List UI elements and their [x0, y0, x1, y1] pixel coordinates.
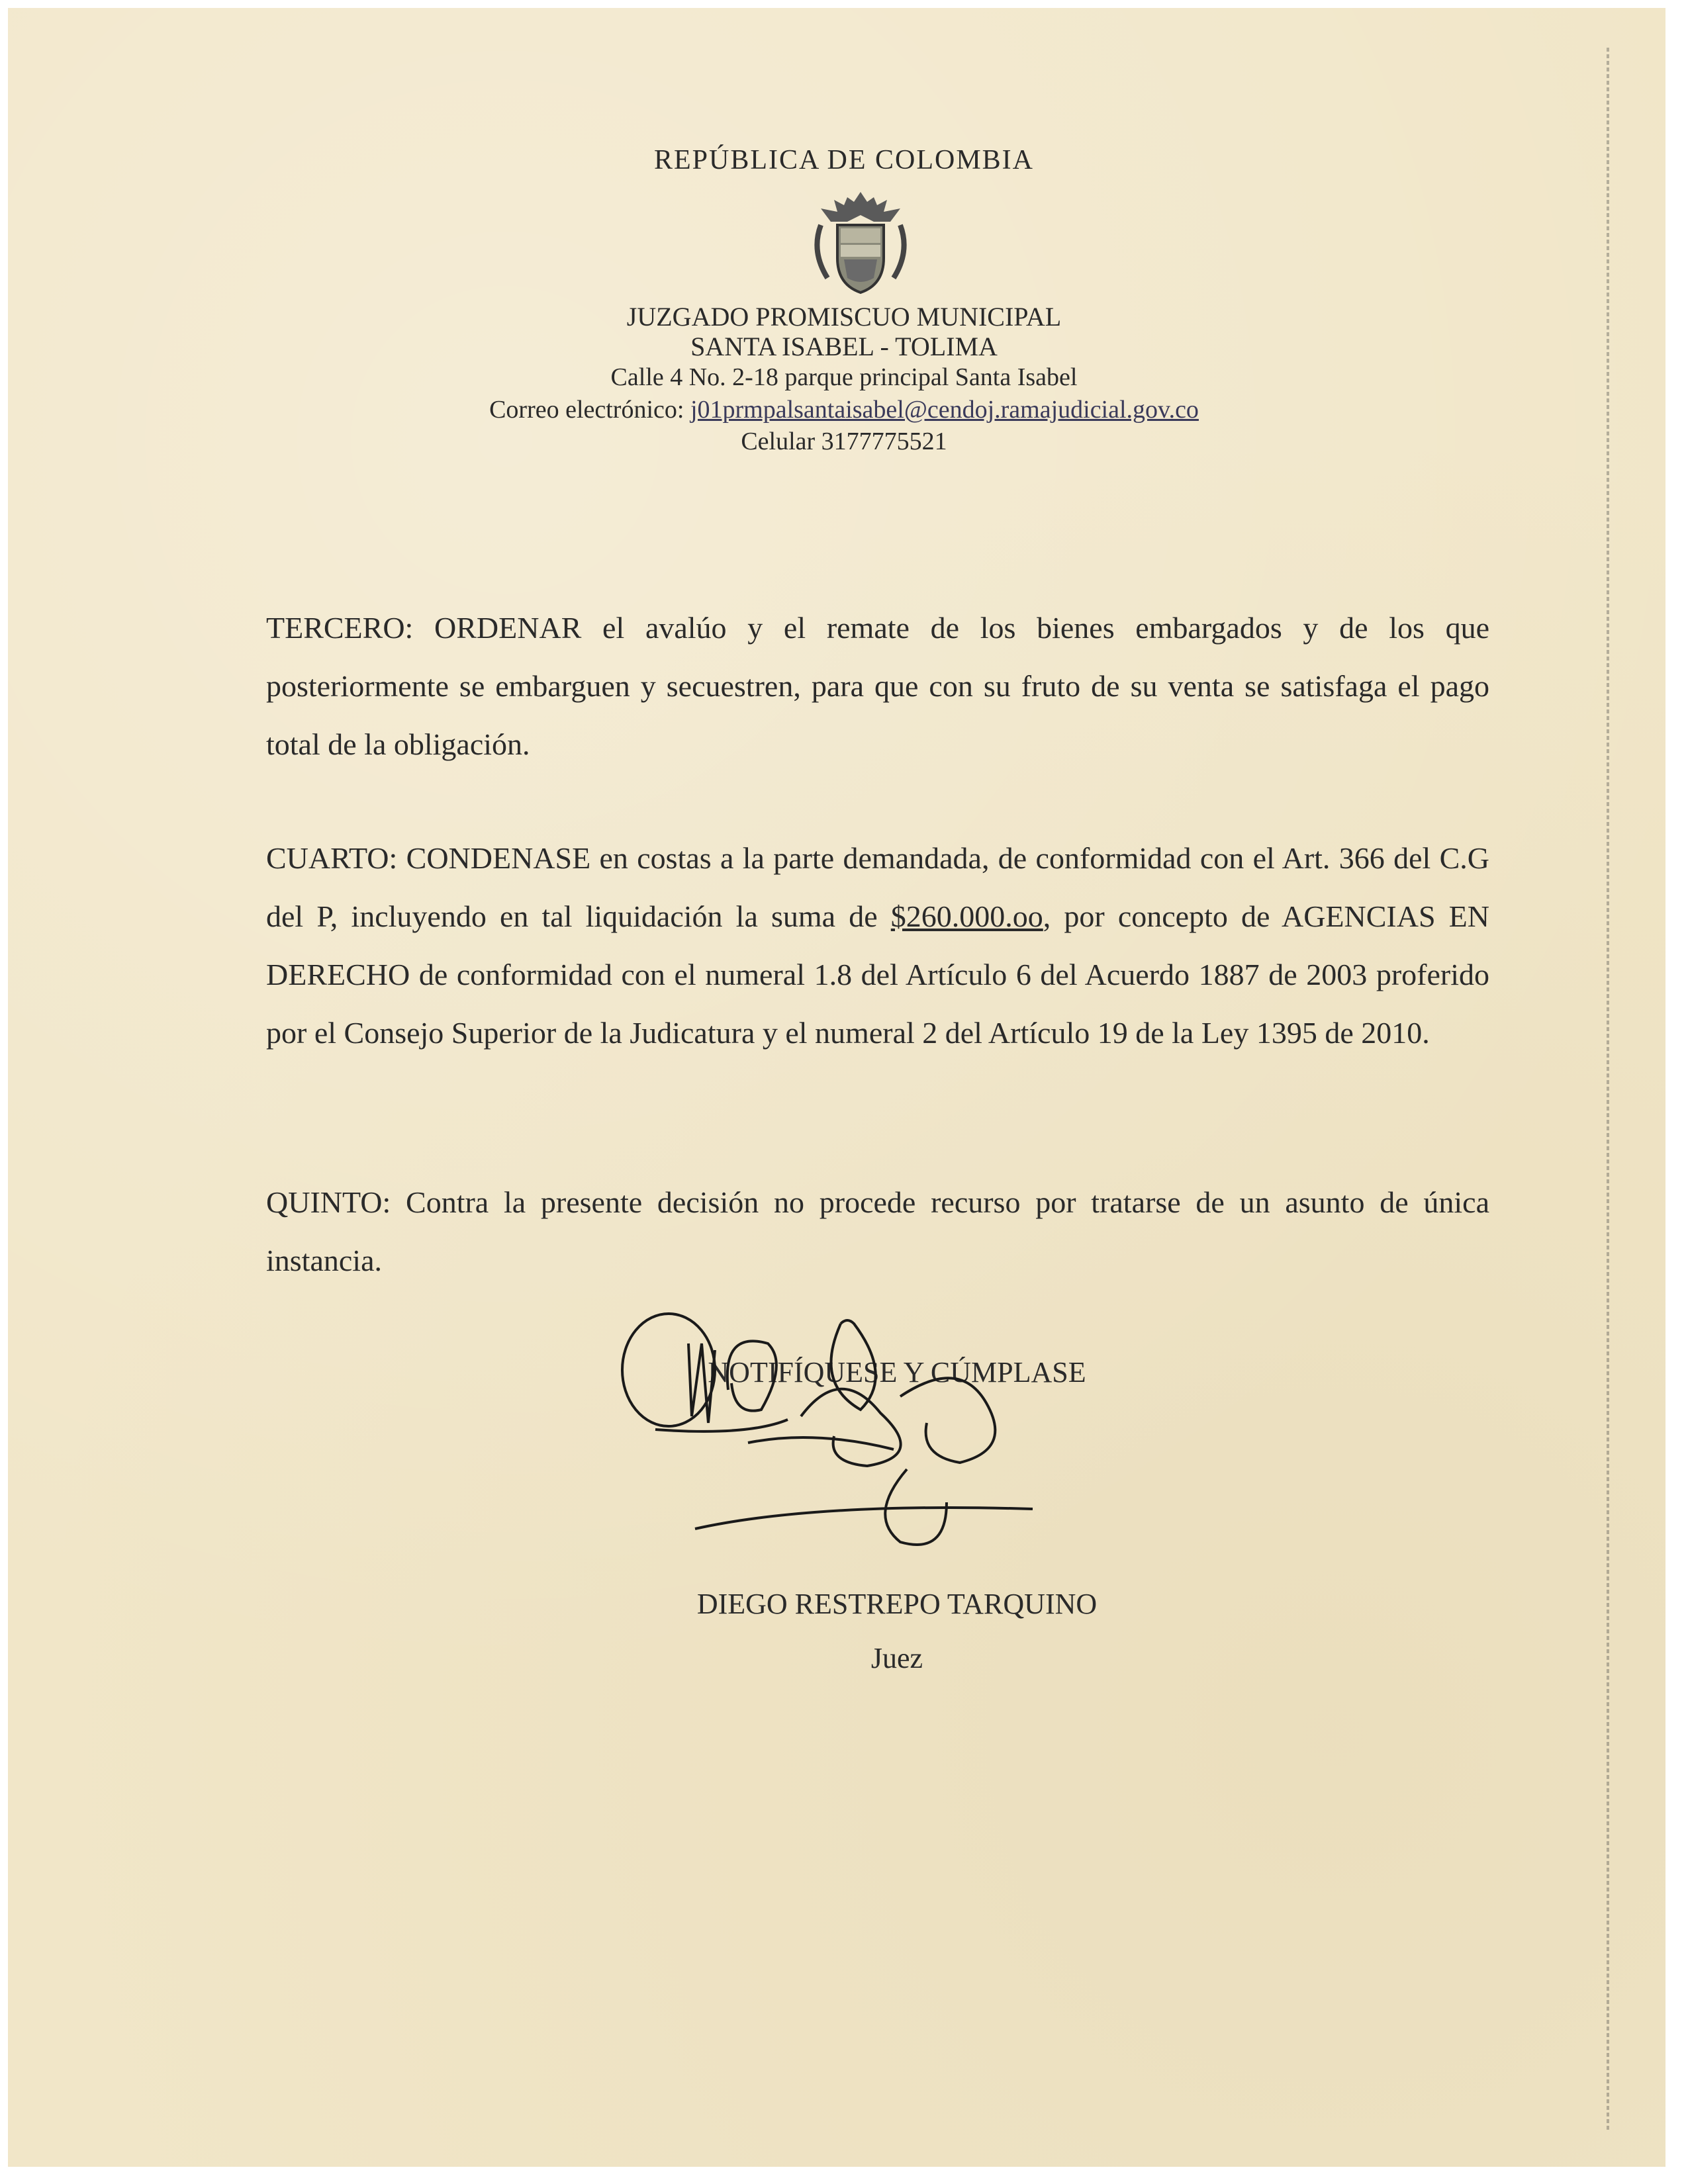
email-line [0, 395, 1688, 424]
email-link[interactable]: j01prmpalsantaisabel@cendoj.ramajudicial.gov.co [690, 396, 1199, 424]
cuarto-text-end: , por concepto de AGENCIAS EN DERECHO de conformidad con el numeral 1.8 del Artículo 6 del Acuerdo 1887 de 2003 proferido por el Consejo Superior de la Judicatura y el numeral 2 del Artículo 19 de la Ley 1395 de 2010. [266, 899, 1489, 1050]
cuarto-amount: $260.000.oo [890, 899, 1043, 933]
notify-line: NOTIFÍQUESE Y CÚMPLASE [708, 1356, 1086, 1388]
judge-name: DIEGO RESTREPO TARQUINO [696, 1588, 1098, 1620]
cuarto-text-start: CUARTO: CONDENASE en costas a la parte demandada, de conformidad con el Art. 366 del C.G del P, incluyendo en tal liquidación la suma de [266, 841, 1489, 933]
colombia-coat-of-arms-icon [808, 185, 914, 298]
paragraph-tercero: TERCERO: ORDENAR el avalúo y el remate de los bienes embargados y de los que posteriormente se embarguen y secuestren, para que con su fruto de su venta se satisfaga el pago total de la obligación. [266, 611, 1489, 761]
country-heading: REPÚBLICA DE COLOMBIA [653, 145, 1035, 175]
court-city: SANTA ISABEL - TOLIMA [690, 332, 998, 361]
paragraph-quinto: QUINTO: Contra la presente decisión no procede recurso por tratarse de un asunto de única instancia. [266, 1185, 1489, 1277]
court-address: Calle 4 No. 2-18 parque principal Santa Isabel [610, 363, 1078, 391]
court-name: JUZGADO PROMISCUO MUNICIPAL [626, 302, 1062, 332]
email-label: Correo electrónico: [489, 396, 690, 424]
judge-title: Juez [870, 1642, 923, 1674]
judge-signature [616, 1304, 1092, 1588]
court-phone: Celular 3177775521 [741, 428, 947, 455]
paragraph-cuarto [266, 829, 1489, 1062]
